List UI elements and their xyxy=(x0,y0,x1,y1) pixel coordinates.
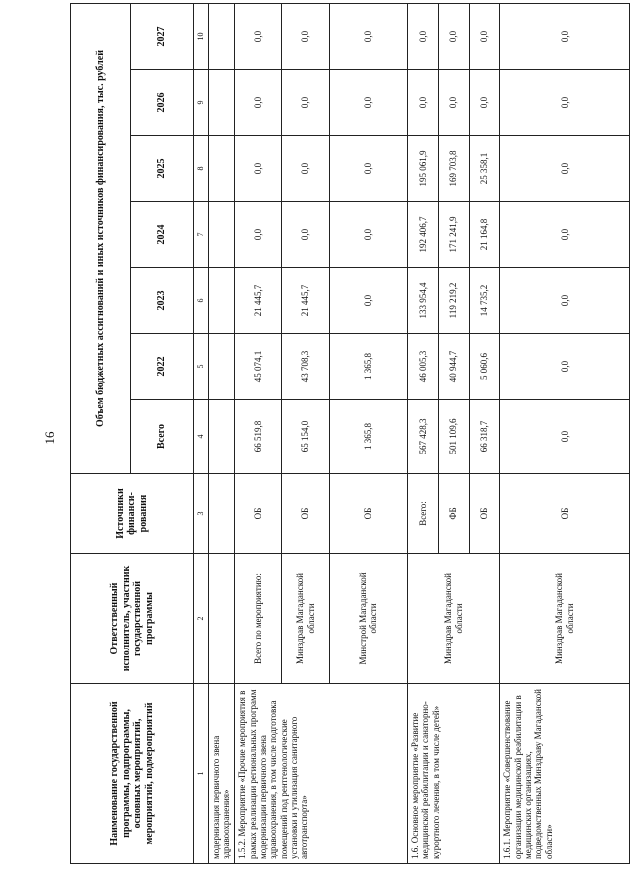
header-year-2027: 2027 xyxy=(130,4,194,70)
value-cell: 0,0 xyxy=(500,202,630,268)
column-number: 4 xyxy=(194,400,208,474)
value-cell: 65 154,0 xyxy=(282,400,329,474)
source-cell: ОБ xyxy=(469,474,500,554)
value-cell: 46 005,3 xyxy=(407,334,438,400)
value-cell: 5 060,6 xyxy=(469,334,500,400)
column-number: 10 xyxy=(194,4,208,70)
header-year-2022: 2022 xyxy=(130,334,194,400)
value-cell: 45 074,1 xyxy=(235,334,282,400)
rotated-page xyxy=(70,4,630,864)
table-row xyxy=(500,4,630,864)
column-number: 8 xyxy=(194,136,208,202)
value-cell: 1 365,8 xyxy=(329,400,407,474)
value-cell: 0,0 xyxy=(329,4,407,70)
table-row xyxy=(208,4,234,864)
financing-table xyxy=(70,3,630,864)
source-cell: Всего: xyxy=(407,474,438,554)
executor-cell: Минздрав Магаданской области xyxy=(282,554,329,684)
source-cell: ОБ xyxy=(282,474,329,554)
value-cell: 14 735,2 xyxy=(469,268,500,334)
value-cell: 119 219,2 xyxy=(438,268,469,334)
value-cell: 0,0 xyxy=(329,202,407,268)
header-executor: Ответственный исполнитель, участник государственной программы xyxy=(71,554,194,684)
value-cell: 169 703,8 xyxy=(438,136,469,202)
source-cell: ОБ xyxy=(235,474,282,554)
value-cell: 0,0 xyxy=(438,70,469,136)
row-name: 1.5.2. Мероприятие «Прочие мероприятия в рамках реализации региональных программ модернизации первичного звена здравоохранения, в том числе подготовка помещений под рентгенологические установки и утилизация санитарного автотранспорта» xyxy=(235,684,408,864)
value-cell: 0,0 xyxy=(407,70,438,136)
value-cell: 0,0 xyxy=(282,4,329,70)
header-year-2024: 2024 xyxy=(130,202,194,268)
value-cell: 25 358,1 xyxy=(469,136,500,202)
header-year-2026: 2026 xyxy=(130,70,194,136)
value-cell: 40 944,7 xyxy=(438,334,469,400)
value-cell: 0,0 xyxy=(282,70,329,136)
executor-cell: Минздрав Магаданской области xyxy=(500,554,630,684)
column-number: 5 xyxy=(194,334,208,400)
value-cell: 0,0 xyxy=(282,136,329,202)
value-cell: 21 164,8 xyxy=(469,202,500,268)
value-cell: 0,0 xyxy=(500,4,630,70)
value-cell: 0,0 xyxy=(235,202,282,268)
column-number: 1 xyxy=(194,684,208,864)
row-name: модернизация первичного звена здравоохранения» xyxy=(208,684,234,864)
row-name: 1.6.1. Мероприятие «Совершенствование организации медицинской реабилитации в медицинских организациях, подведомственных Минздраву Магаданской области» xyxy=(500,684,630,864)
source-cell: ОБ xyxy=(329,474,407,554)
header-year-2023: 2023 xyxy=(130,268,194,334)
value-cell: 501 109,6 xyxy=(438,400,469,474)
value-cell: 0,0 xyxy=(235,70,282,136)
value-cell: 0,0 xyxy=(329,136,407,202)
value-cell: 0,0 xyxy=(500,136,630,202)
column-number: 7 xyxy=(194,202,208,268)
header-year-2025: 2025 xyxy=(130,136,194,202)
value-cell: 0,0 xyxy=(282,202,329,268)
value-cell: 0,0 xyxy=(329,70,407,136)
value-cell: 66 519,8 xyxy=(235,400,282,474)
value-cell: 171 241,9 xyxy=(438,202,469,268)
value-cell: 0,0 xyxy=(500,334,630,400)
source-cell: ФБ xyxy=(438,474,469,554)
value-cell: 567 428,3 xyxy=(407,400,438,474)
value-cell: 21 445,7 xyxy=(235,268,282,334)
value-cell: 0,0 xyxy=(329,268,407,334)
value-cell: 66 318,7 xyxy=(469,400,500,474)
table-row xyxy=(235,4,282,864)
column-number: 3 xyxy=(194,474,208,554)
header-sources: Источники финанси-рования xyxy=(71,474,194,554)
value-cell: 0,0 xyxy=(500,268,630,334)
executor-cell: Минстрой Магаданской области xyxy=(329,554,407,684)
value-cell: 133 954,4 xyxy=(407,268,438,334)
table-row xyxy=(407,4,438,864)
value-cell: 0,0 xyxy=(469,70,500,136)
executor-cell: Всего по мероприятию: xyxy=(235,554,282,684)
value-cell: 0,0 xyxy=(235,136,282,202)
column-number: 9 xyxy=(194,70,208,136)
value-cell: 0,0 xyxy=(469,4,500,70)
column-number-row xyxy=(194,4,208,864)
header-year-total: Всего xyxy=(130,400,194,474)
value-cell: 0,0 xyxy=(500,70,630,136)
column-number: 6 xyxy=(194,268,208,334)
source-cell: ОБ xyxy=(500,474,630,554)
header-name: Наименование государственной программы, подпрограммы, основных мероприятий, мероприятий, подмероприятий xyxy=(71,684,194,864)
value-cell: 0,0 xyxy=(500,400,630,474)
header-volume: Объем бюджетных ассигнований и иных источников финансирования, тыс. рублей xyxy=(71,4,131,474)
value-cell: 192 406,7 xyxy=(407,202,438,268)
value-cell: 0,0 xyxy=(235,4,282,70)
row-name: 1.6. Основное мероприятие «Развитие медицинской реабилитации и санаторно-курортного лечения, в том числе детей» xyxy=(407,684,500,864)
value-cell: 43 708,3 xyxy=(282,334,329,400)
value-cell: 0,0 xyxy=(407,4,438,70)
value-cell: 21 445,7 xyxy=(282,268,329,334)
value-cell: 195 061,9 xyxy=(407,136,438,202)
value-cell: 1 365,8 xyxy=(329,334,407,400)
page-number: 16 xyxy=(42,431,57,445)
column-number: 2 xyxy=(194,554,208,684)
value-cell: 0,0 xyxy=(438,4,469,70)
executor-cell: Минздрав Магаданской области xyxy=(407,554,500,684)
